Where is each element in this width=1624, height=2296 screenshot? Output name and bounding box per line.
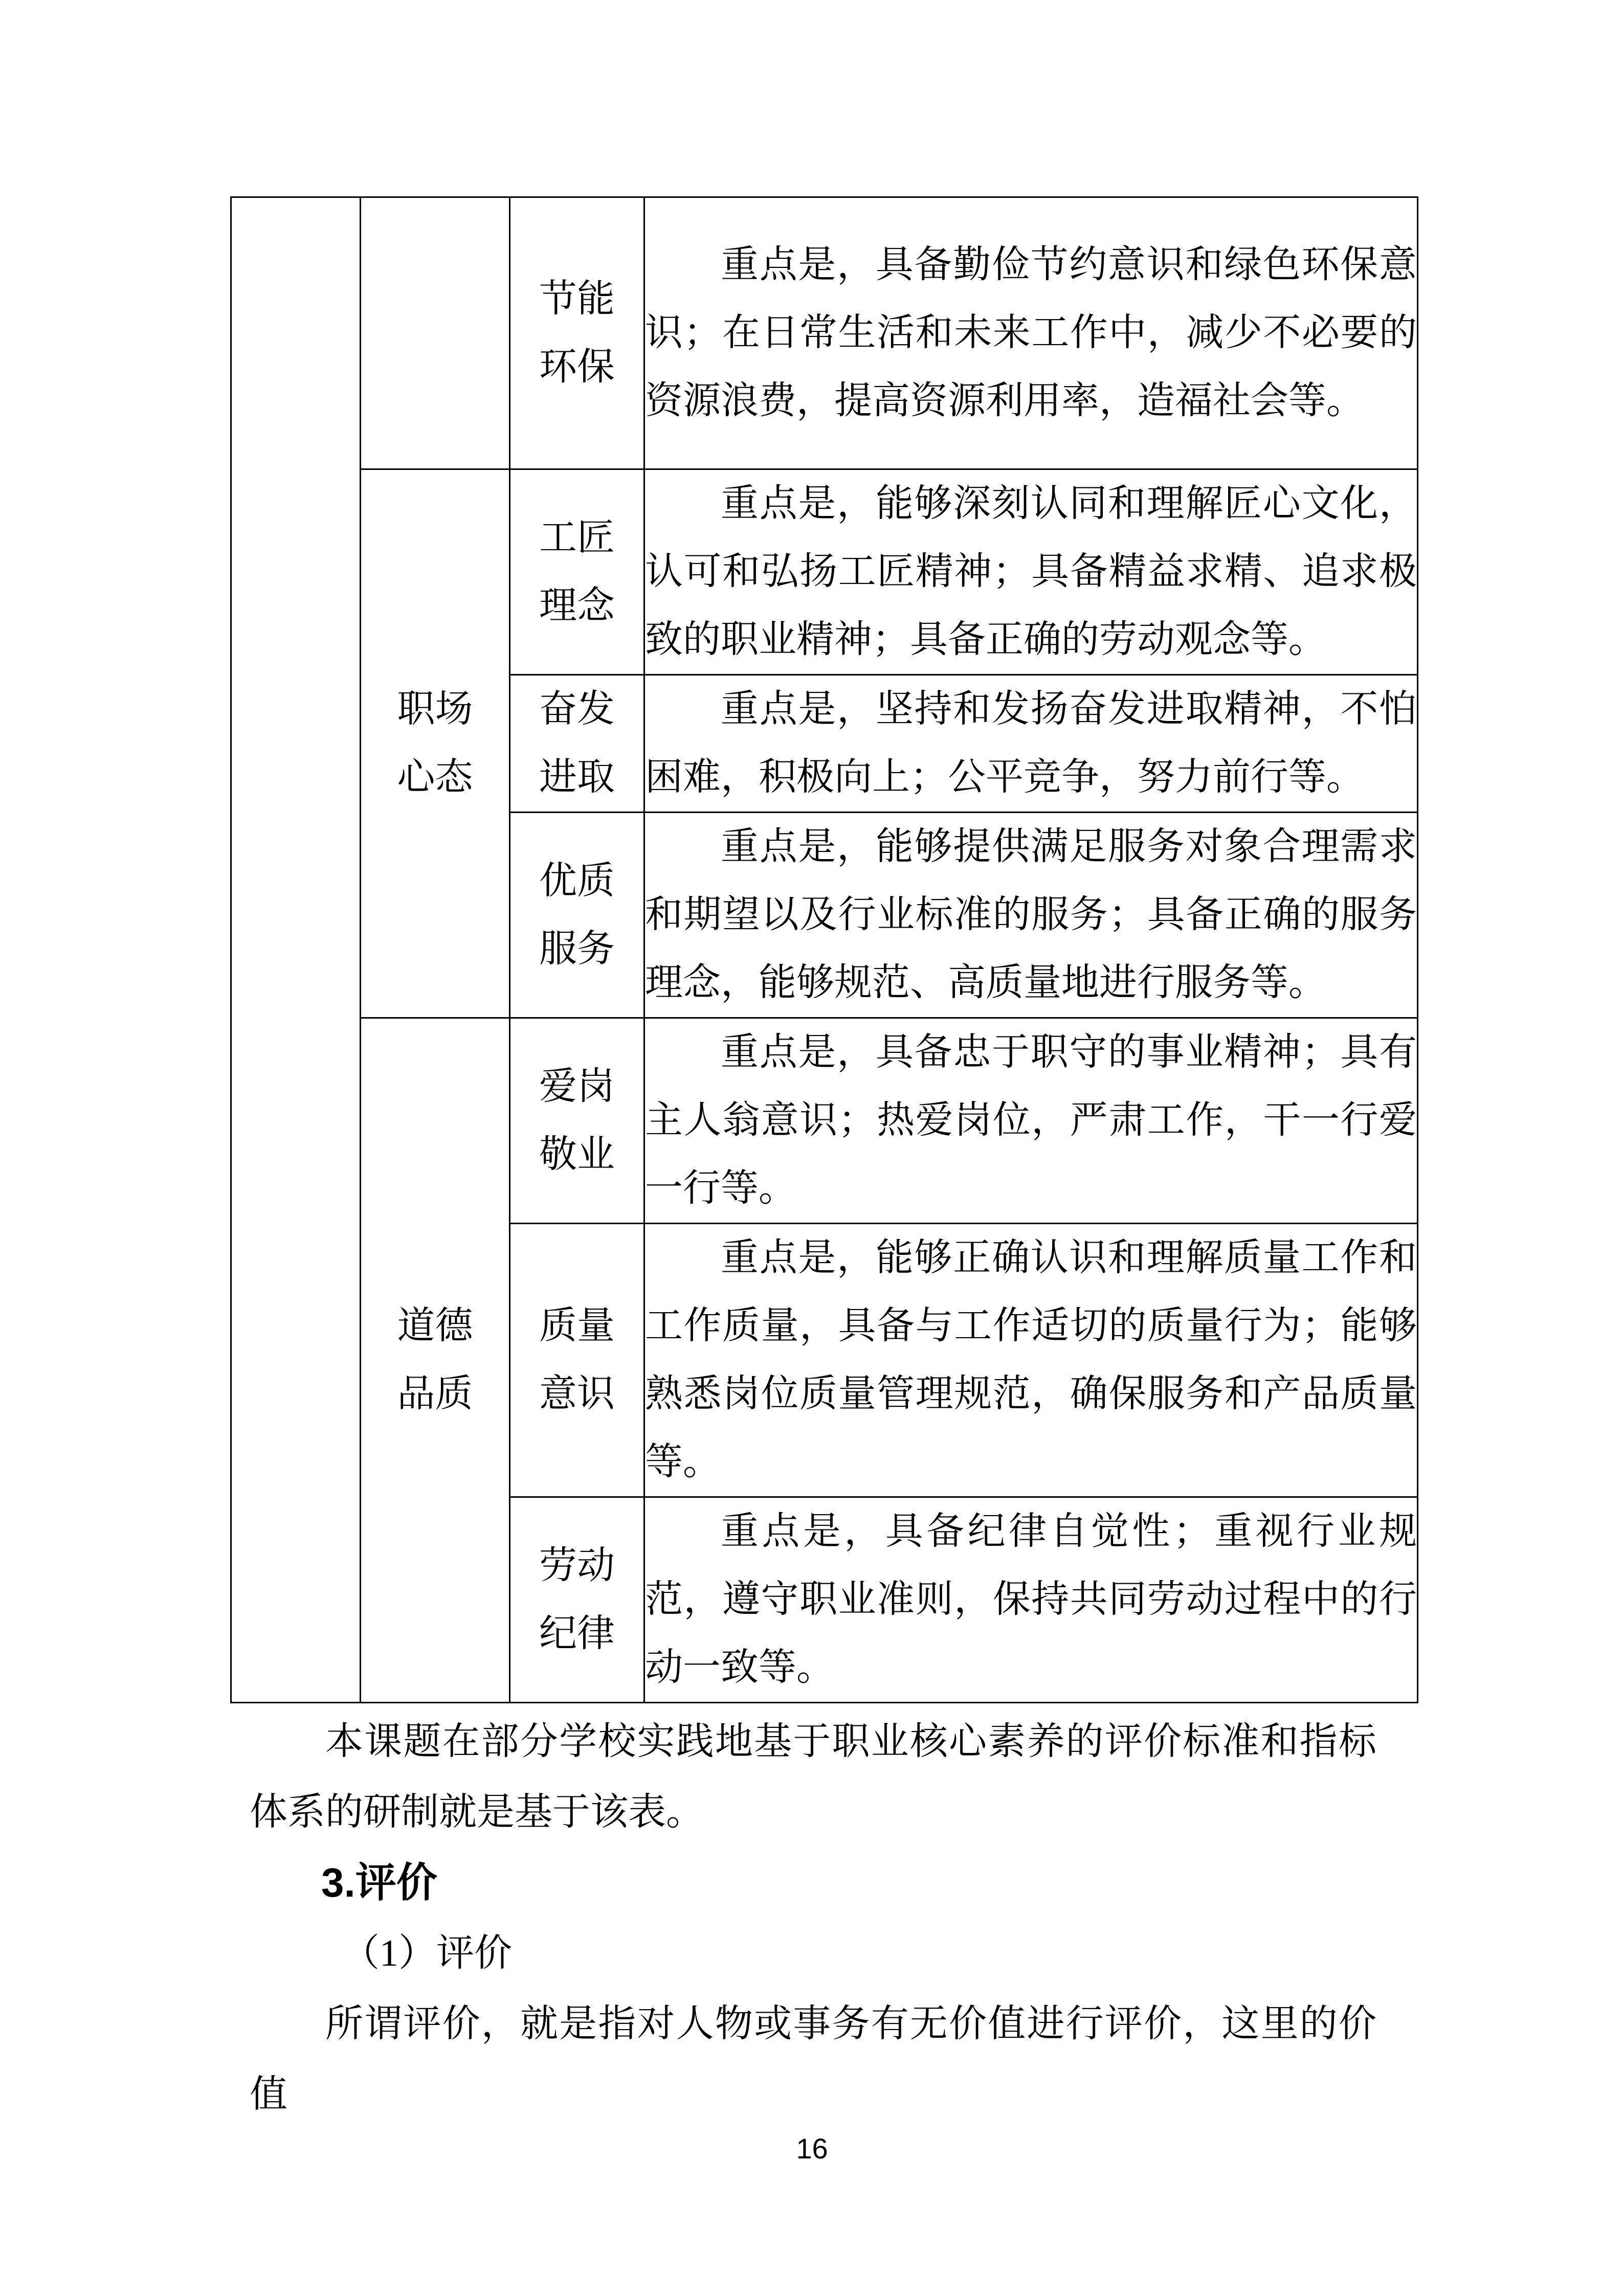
table-cell-sublabel: [510, 1497, 644, 1703]
sublabel-line: 工匠: [539, 516, 615, 559]
table-cell-description: [644, 813, 1418, 1018]
section-heading: 3.评价: [321, 1860, 437, 1905]
description-text: 重点是，具备勤俭节约意识和绿色环保意识；在日常生活和未来工作中，减少不必要的资源浪费，提高资源利用率，造福社会等。: [645, 244, 1417, 422]
group-label-line: 职场: [397, 688, 473, 730]
sublabel-line: 服务: [539, 928, 615, 970]
table-cell-description: [644, 1497, 1418, 1703]
description-text: 重点是，坚持和发扬奋发进取精神，不怕困难，积极向上；公平竞争，努力前行等。: [645, 688, 1417, 798]
table-cell-sublabel: [510, 813, 644, 1018]
description-text: 重点是，具备忠于职守的事业精神；具有主人翁意识；热爱岗位，严肃工作，干一行爱一行等。: [645, 1031, 1417, 1209]
table-cell-description: [644, 1224, 1418, 1497]
table-cell-description: [644, 197, 1418, 469]
table-row: [231, 1018, 1418, 1224]
table-cell-sublabel: [510, 469, 644, 675]
sublabel-line: 环保: [539, 346, 615, 388]
group-label-line: 道德: [397, 1305, 473, 1347]
sublabel-line: 优质: [539, 860, 615, 902]
table-cell-description: [644, 469, 1418, 675]
table-row: [231, 469, 1418, 675]
table-cell-description: [644, 675, 1418, 813]
description-text: 重点是，具备纪律自觉性；重视行业规范，遵守职业准则，保持共同劳动过程中的行动一致等。: [645, 1511, 1417, 1689]
table-cell-group-workplace-mindset: [361, 469, 510, 1018]
body-text-block: [250, 1706, 1376, 2130]
table-cell-group-empty: [361, 197, 510, 469]
table-cell-sublabel: [510, 1224, 644, 1497]
sublabel-line: 敬业: [539, 1133, 615, 1176]
sublabel-line: 爱岗: [539, 1065, 615, 1108]
description-text: 重点是，能够深刻认同和理解匠心文化，认可和弘扬工匠精神；具备精益求精、追求极致的职业精神；具备正确的劳动观念等。: [645, 483, 1417, 661]
sublabel-line: 质量: [539, 1305, 615, 1347]
sublabel-line: 进取: [539, 756, 615, 798]
table-cell-sublabel: [510, 675, 644, 813]
sublabel-line: 理念: [539, 584, 615, 627]
paragraph-last: 所谓评价，就是指对人物或事务有无价值进行评价，这里的价值: [250, 2003, 1376, 2115]
group-label-line: 品质: [397, 1373, 473, 1415]
sub-heading: （1）评价: [342, 1932, 512, 1974]
table-cell-sublabel: [510, 1018, 644, 1224]
table-cell-category-empty: [231, 197, 361, 1703]
table-cell-group-moral-quality: [361, 1018, 510, 1703]
description-text: 重点是，能够正确认识和理解质量工作和工作质量，具备与工作适切的质量行为；能够熟悉岗位质量管理规范，确保服务和产品质量等。: [645, 1237, 1417, 1483]
sublabel-line: 劳动: [539, 1544, 615, 1587]
description-text: 重点是，能够提供满足服务对象合理需求和期望以及行业标准的服务；具备正确的服务理念，能够规范、高质量地进行服务等。: [645, 826, 1417, 1004]
page-number: 16: [796, 2132, 828, 2165]
table-row: [231, 197, 1418, 469]
table-cell-description: [644, 1018, 1418, 1224]
group-label-line: 心态: [397, 756, 473, 798]
competency-table: [230, 196, 1418, 1703]
paragraph-after-table: 本课题在部分学校实践地基于职业核心素养的评价标准和指标体系的研制就是基于该表。: [250, 1721, 1376, 1833]
sublabel-line: 奋发: [539, 688, 615, 730]
table-cell-sublabel: [510, 197, 644, 469]
sublabel-line: 节能: [539, 278, 615, 320]
sublabel-line: 纪律: [539, 1612, 615, 1655]
sublabel-line: 意识: [539, 1373, 615, 1415]
